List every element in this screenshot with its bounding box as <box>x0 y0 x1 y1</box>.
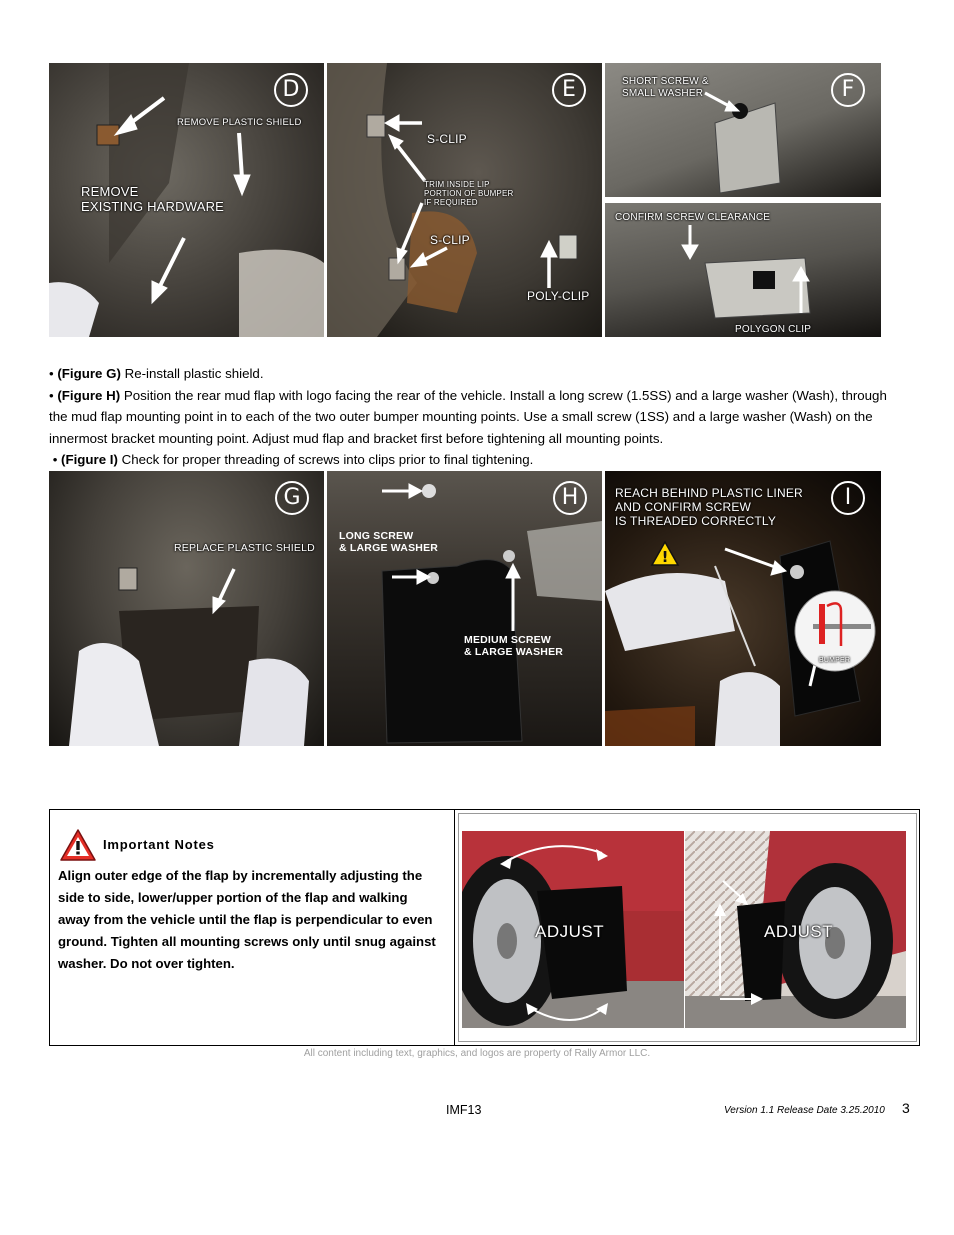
instruction-i-text: Check for proper threading of screws into clips prior to final tightening. <box>117 452 534 467</box>
instruction-g: • (Figure G) Re-install plastic shield. <box>49 366 264 381</box>
figure-g-badge: G <box>275 481 309 515</box>
figure-e-sclip-bottom-label: S-CLIP <box>430 233 470 247</box>
copyright-notice: All content including text, graphics, and logos are property of Rally Armor LLC. <box>303 1048 651 1059</box>
page-number: 3 <box>902 1100 910 1116</box>
important-notes-body: Align outer edge of the flap by incrementally adjusting the side to side, lower/upper portion of the flap and walking away from the vehicle until the flap is perpendicular to even ground. Tighten all mounting screws only until snug against washer. Do not over tighten. <box>58 868 436 971</box>
figure-e-trim-label: TRIM INSIDE LIP PORTION OF BUMPER IF REQUIRED <box>424 180 514 208</box>
figure-f-confirm-label: CONFIRM SCREW CLEARANCE <box>615 212 771 223</box>
figure-i-badge: I <box>831 481 865 515</box>
instruction-i-label: (Figure I) <box>61 452 118 467</box>
document-id: IMF13 <box>446 1103 482 1117</box>
figure-g-photo <box>49 471 324 746</box>
figure-d-remove-hardware-label: REMOVE EXISTING HARDWARE <box>81 184 225 214</box>
figure-f-short-screw-label: SHORT SCREW & SMALL WASHER <box>622 76 709 99</box>
figure-d-photo <box>49 63 324 337</box>
adjust-left-label: ADJUST <box>535 922 605 941</box>
version-info: Version 1.1 Release Date 3.25.2010 <box>724 1105 885 1116</box>
warning-icon <box>59 828 97 862</box>
instruction-i: • (Figure I) Check for proper threading of screws into clips prior to final tightening. <box>49 452 534 467</box>
figure-h-photo <box>327 471 602 746</box>
figure-i-photo <box>605 471 881 746</box>
figure-f-badge: F <box>831 73 865 107</box>
instructions-text <box>49 363 909 471</box>
notes-divider <box>454 810 455 1045</box>
figure-f-polygon-label: POLYGON CLIP <box>735 324 812 335</box>
instruction-h: • (Figure H) Position the rear mud flap with logo facing the rear of the vehicle. Install a long screw (1.5SS) and a large washer (Wash), through the mud flap mounting point in to each of the two outer bumper mounting points. Use a small screw (1SS) and a large washer (Wash) on the innermost bracket mounting point. Adjust mud flap and bracket first before tightening all mounting points. <box>49 387 887 446</box>
figure-h-long-screw-label: LONG SCREW & LARGE WASHER <box>339 530 439 555</box>
figure-h-badge: H <box>553 481 587 515</box>
figure-e-photo <box>327 63 602 337</box>
instruction-g-label: (Figure G) <box>57 366 121 381</box>
figure-i-reach-label: REACH BEHIND PLASTIC LINER AND CONFIRM SCREW IS THREADED CORRECTLY <box>615 486 803 528</box>
adjust-left-photo <box>462 831 684 1028</box>
svg-text:!: ! <box>661 548 669 566</box>
instruction-g-text: Re-install plastic shield. <box>120 366 264 381</box>
figure-d-remove-shield-label: REMOVE PLASTIC SHIELD <box>177 117 302 128</box>
figure-g-replace-label: REPLACE PLASTIC SHIELD <box>174 542 315 554</box>
figure-i-bumper-label: BUMPER <box>819 657 851 664</box>
instruction-h-label: (Figure H) <box>57 387 121 403</box>
important-notes-box <box>49 809 920 1046</box>
figure-f-bottom-photo <box>605 203 881 337</box>
instruction-h-text: Position the rear mud flap with logo facing the rear of the vehicle. Install a long screw (1.5SS) and a large washer (Wash), through the mud flap mounting point in to each of the two outer bumper mounting points. Use a small screw (1SS) and a large washer (Wash) on the innermost bracket mounting point. Adjust mud flap and bracket first before tightening all mounting points. <box>49 387 887 446</box>
figure-e-badge: E <box>552 73 586 107</box>
figure-h-medium-screw-label: MEDIUM SCREW & LARGE WASHER <box>464 634 564 659</box>
adjust-right-photo <box>685 831 906 1028</box>
figure-f-top-photo <box>605 63 881 197</box>
important-notes-title: Important Notes <box>103 837 215 852</box>
figure-e-sclip-top-label: S-CLIP <box>427 132 467 146</box>
adjust-right-label: ADJUST <box>764 922 834 941</box>
figure-d-badge: D <box>274 73 308 107</box>
figure-e-polyclip-label: POLY-CLIP <box>527 289 590 303</box>
